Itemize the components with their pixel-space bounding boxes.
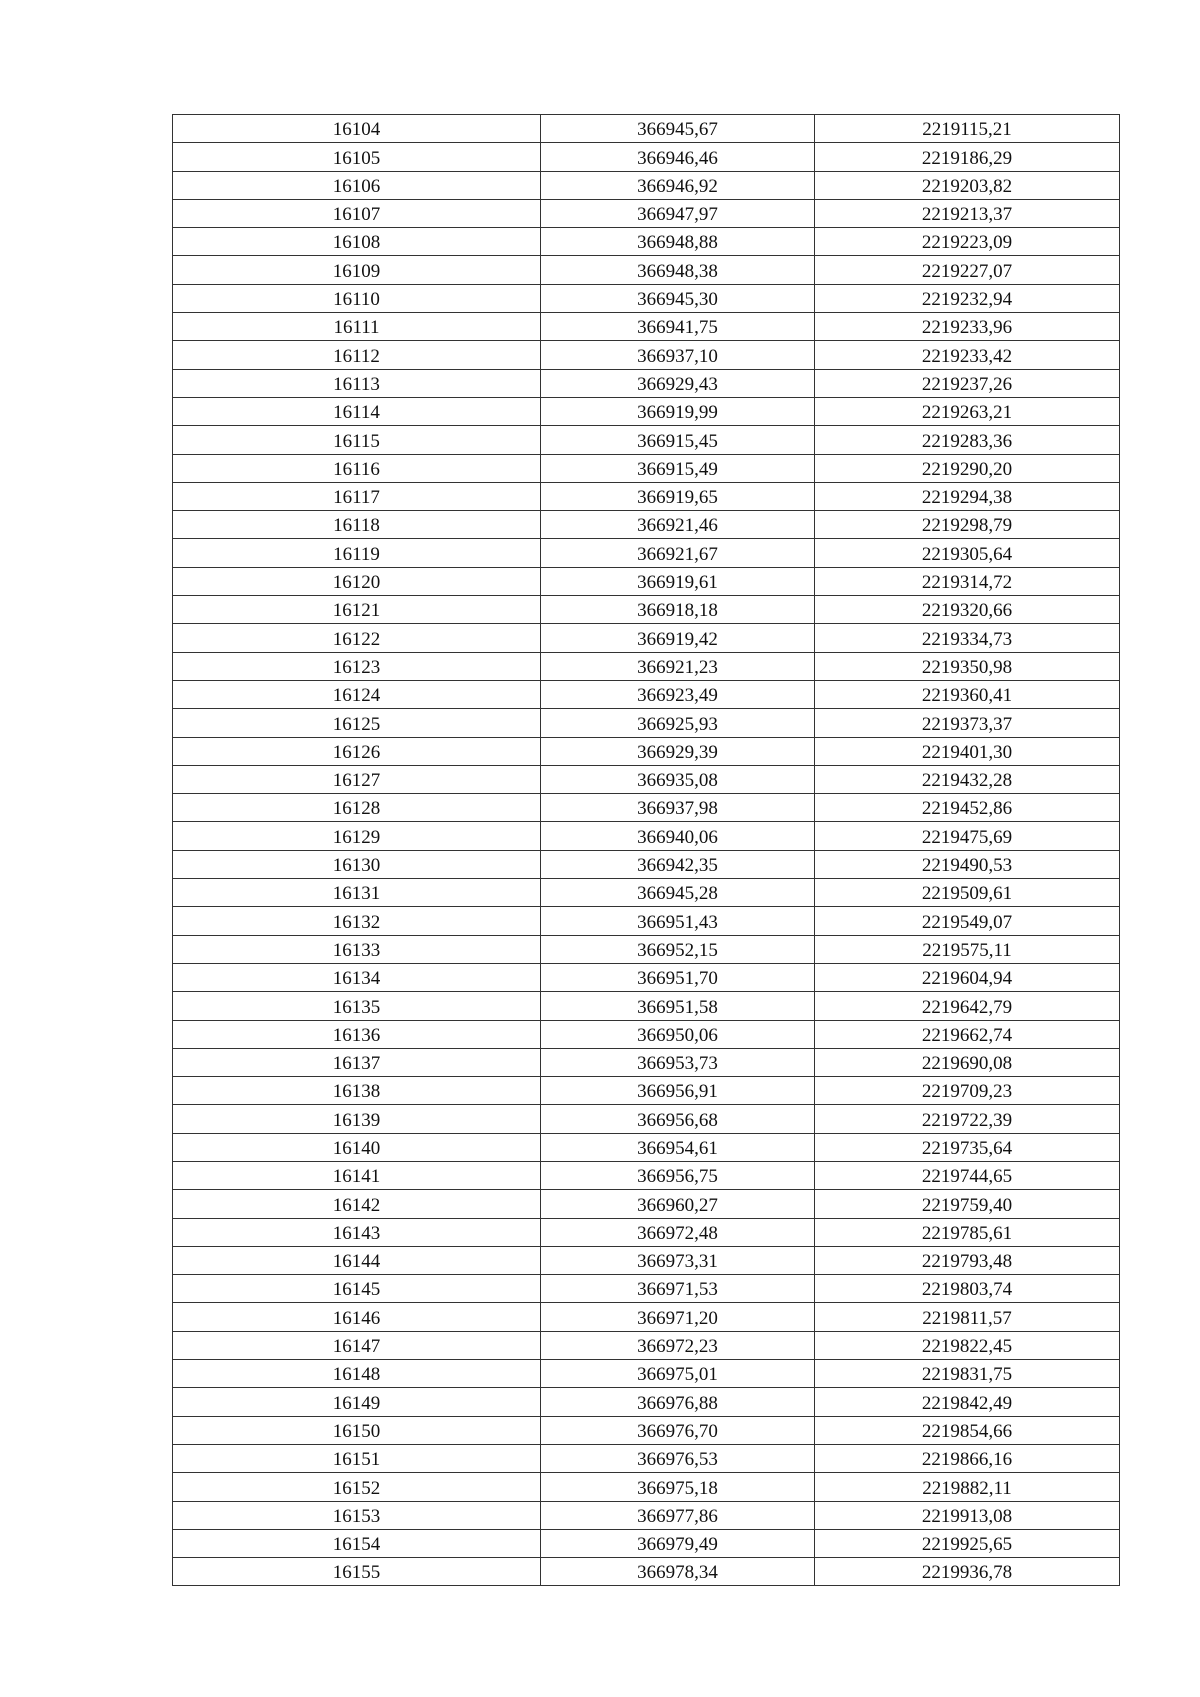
table-row — [173, 1020, 1120, 1048]
point-number-cell: 16107 — [173, 199, 541, 227]
table-row — [173, 1331, 1120, 1359]
x-coordinate-cell: 366935,08 — [541, 765, 815, 793]
point-number-cell: 16115 — [173, 426, 541, 454]
y-coordinate-cell: 2219232,94 — [815, 284, 1120, 312]
x-coordinate-cell: 366971,20 — [541, 1303, 815, 1331]
point-number-cell: 16129 — [173, 822, 541, 850]
y-coordinate-cell: 2219475,69 — [815, 822, 1120, 850]
y-coordinate-cell: 2219854,66 — [815, 1416, 1120, 1444]
point-number-cell: 16133 — [173, 935, 541, 963]
x-coordinate-cell: 366971,53 — [541, 1275, 815, 1303]
y-coordinate-cell: 2219793,48 — [815, 1246, 1120, 1274]
table-row — [173, 935, 1120, 963]
point-number-cell: 16138 — [173, 1077, 541, 1105]
table-row — [173, 963, 1120, 991]
y-coordinate-cell: 2219290,20 — [815, 454, 1120, 482]
y-coordinate-cell: 2219373,37 — [815, 709, 1120, 737]
y-coordinate-cell: 2219283,36 — [815, 426, 1120, 454]
point-number-cell: 16150 — [173, 1416, 541, 1444]
table-row — [173, 143, 1120, 171]
y-coordinate-cell: 2219785,61 — [815, 1218, 1120, 1246]
y-coordinate-cell: 2219186,29 — [815, 143, 1120, 171]
table-row — [173, 1360, 1120, 1388]
point-number-cell: 16111 — [173, 313, 541, 341]
table-row — [173, 624, 1120, 652]
y-coordinate-cell: 2219866,16 — [815, 1444, 1120, 1472]
x-coordinate-cell: 366950,06 — [541, 1020, 815, 1048]
table-row — [173, 539, 1120, 567]
y-coordinate-cell: 2219709,23 — [815, 1077, 1120, 1105]
y-coordinate-cell: 2219936,78 — [815, 1558, 1120, 1586]
x-coordinate-cell: 366921,23 — [541, 652, 815, 680]
x-coordinate-cell: 366952,15 — [541, 935, 815, 963]
x-coordinate-cell: 366979,49 — [541, 1529, 815, 1557]
y-coordinate-cell: 2219115,21 — [815, 115, 1120, 143]
table-row — [173, 1303, 1120, 1331]
y-coordinate-cell: 2219882,11 — [815, 1473, 1120, 1501]
point-number-cell: 16125 — [173, 709, 541, 737]
point-number-cell: 16126 — [173, 737, 541, 765]
x-coordinate-cell: 366929,39 — [541, 737, 815, 765]
table-row — [173, 680, 1120, 708]
x-coordinate-cell: 366956,68 — [541, 1105, 815, 1133]
x-coordinate-cell: 366946,46 — [541, 143, 815, 171]
y-coordinate-cell: 2219334,73 — [815, 624, 1120, 652]
y-coordinate-cell: 2219314,72 — [815, 567, 1120, 595]
x-coordinate-cell: 366976,88 — [541, 1388, 815, 1416]
point-number-cell: 16148 — [173, 1360, 541, 1388]
x-coordinate-cell: 366975,18 — [541, 1473, 815, 1501]
point-number-cell: 16135 — [173, 992, 541, 1020]
point-number-cell: 16123 — [173, 652, 541, 680]
y-coordinate-cell: 2219925,65 — [815, 1529, 1120, 1557]
point-number-cell: 16130 — [173, 850, 541, 878]
x-coordinate-cell: 366945,67 — [541, 115, 815, 143]
x-coordinate-cell: 366956,75 — [541, 1161, 815, 1189]
x-coordinate-cell: 366915,49 — [541, 454, 815, 482]
x-coordinate-cell: 366945,30 — [541, 284, 815, 312]
x-coordinate-cell: 366976,70 — [541, 1416, 815, 1444]
x-coordinate-cell: 366954,61 — [541, 1133, 815, 1161]
table-row — [173, 709, 1120, 737]
y-coordinate-cell: 2219735,64 — [815, 1133, 1120, 1161]
point-number-cell: 16121 — [173, 596, 541, 624]
y-coordinate-cell: 2219509,61 — [815, 879, 1120, 907]
table-row — [173, 1190, 1120, 1218]
table-row — [173, 228, 1120, 256]
point-number-cell: 16109 — [173, 256, 541, 284]
y-coordinate-cell: 2219913,08 — [815, 1501, 1120, 1529]
point-number-cell: 16106 — [173, 171, 541, 199]
y-coordinate-cell: 2219320,66 — [815, 596, 1120, 624]
y-coordinate-cell: 2219842,49 — [815, 1388, 1120, 1416]
x-coordinate-cell: 366975,01 — [541, 1360, 815, 1388]
table-row — [173, 850, 1120, 878]
table-row — [173, 1133, 1120, 1161]
x-coordinate-cell: 366956,91 — [541, 1077, 815, 1105]
x-coordinate-cell: 366941,75 — [541, 313, 815, 341]
y-coordinate-cell: 2219490,53 — [815, 850, 1120, 878]
table-row — [173, 341, 1120, 369]
point-number-cell: 16124 — [173, 680, 541, 708]
x-coordinate-cell: 366919,65 — [541, 482, 815, 510]
y-coordinate-cell: 2219744,65 — [815, 1161, 1120, 1189]
table-row — [173, 907, 1120, 935]
x-coordinate-cell: 366915,45 — [541, 426, 815, 454]
coordinates-table — [172, 114, 1120, 1586]
x-coordinate-cell: 366953,73 — [541, 1048, 815, 1076]
y-coordinate-cell: 2219294,38 — [815, 482, 1120, 510]
point-number-cell: 16141 — [173, 1161, 541, 1189]
table-row — [173, 171, 1120, 199]
point-number-cell: 16131 — [173, 879, 541, 907]
table-row — [173, 992, 1120, 1020]
point-number-cell: 16105 — [173, 143, 541, 171]
table-row — [173, 369, 1120, 397]
point-number-cell: 16117 — [173, 482, 541, 510]
table-row — [173, 511, 1120, 539]
table-row — [173, 199, 1120, 227]
point-number-cell: 16113 — [173, 369, 541, 397]
x-coordinate-cell: 366972,48 — [541, 1218, 815, 1246]
y-coordinate-cell: 2219822,45 — [815, 1331, 1120, 1359]
point-number-cell: 16120 — [173, 567, 541, 595]
table-row — [173, 1473, 1120, 1501]
y-coordinate-cell: 2219722,39 — [815, 1105, 1120, 1133]
y-coordinate-cell: 2219759,40 — [815, 1190, 1120, 1218]
x-coordinate-cell: 366960,27 — [541, 1190, 815, 1218]
table-row — [173, 652, 1120, 680]
y-coordinate-cell: 2219305,64 — [815, 539, 1120, 567]
table-row — [173, 482, 1120, 510]
point-number-cell: 16122 — [173, 624, 541, 652]
x-coordinate-cell: 366947,97 — [541, 199, 815, 227]
x-coordinate-cell: 366919,99 — [541, 397, 815, 425]
point-number-cell: 16118 — [173, 511, 541, 539]
point-number-cell: 16143 — [173, 1218, 541, 1246]
table-row — [173, 1077, 1120, 1105]
point-number-cell: 16119 — [173, 539, 541, 567]
y-coordinate-cell: 2219233,96 — [815, 313, 1120, 341]
x-coordinate-cell: 366929,43 — [541, 369, 815, 397]
table-row — [173, 426, 1120, 454]
point-number-cell: 16128 — [173, 794, 541, 822]
y-coordinate-cell: 2219432,28 — [815, 765, 1120, 793]
table-row — [173, 1501, 1120, 1529]
table-row — [173, 1558, 1120, 1586]
point-number-cell: 16140 — [173, 1133, 541, 1161]
y-coordinate-cell: 2219223,09 — [815, 228, 1120, 256]
y-coordinate-cell: 2219642,79 — [815, 992, 1120, 1020]
y-coordinate-cell: 2219233,42 — [815, 341, 1120, 369]
table-row — [173, 115, 1120, 143]
point-number-cell: 16104 — [173, 115, 541, 143]
y-coordinate-cell: 2219360,41 — [815, 680, 1120, 708]
table-row — [173, 454, 1120, 482]
y-coordinate-cell: 2219263,21 — [815, 397, 1120, 425]
x-coordinate-cell: 366951,70 — [541, 963, 815, 991]
point-number-cell: 16154 — [173, 1529, 541, 1557]
table-row — [173, 256, 1120, 284]
table-row — [173, 1161, 1120, 1189]
x-coordinate-cell: 366946,92 — [541, 171, 815, 199]
y-coordinate-cell: 2219549,07 — [815, 907, 1120, 935]
table-row — [173, 596, 1120, 624]
table-row — [173, 397, 1120, 425]
x-coordinate-cell: 366940,06 — [541, 822, 815, 850]
table-row — [173, 1105, 1120, 1133]
y-coordinate-cell: 2219604,94 — [815, 963, 1120, 991]
y-coordinate-cell: 2219452,86 — [815, 794, 1120, 822]
point-number-cell: 16136 — [173, 1020, 541, 1048]
table-row — [173, 284, 1120, 312]
x-coordinate-cell: 366921,46 — [541, 511, 815, 539]
x-coordinate-cell: 366977,86 — [541, 1501, 815, 1529]
table-row — [173, 822, 1120, 850]
point-number-cell: 16151 — [173, 1444, 541, 1472]
y-coordinate-cell: 2219662,74 — [815, 1020, 1120, 1048]
y-coordinate-cell: 2219227,07 — [815, 256, 1120, 284]
table-row — [173, 737, 1120, 765]
x-coordinate-cell: 366945,28 — [541, 879, 815, 907]
point-number-cell: 16137 — [173, 1048, 541, 1076]
x-coordinate-cell: 366942,35 — [541, 850, 815, 878]
x-coordinate-cell: 366923,49 — [541, 680, 815, 708]
table-row — [173, 313, 1120, 341]
x-coordinate-cell: 366948,38 — [541, 256, 815, 284]
table-row — [173, 1444, 1120, 1472]
x-coordinate-cell: 366937,10 — [541, 341, 815, 369]
point-number-cell: 16152 — [173, 1473, 541, 1501]
x-coordinate-cell: 366951,58 — [541, 992, 815, 1020]
point-number-cell: 16146 — [173, 1303, 541, 1331]
point-number-cell: 16110 — [173, 284, 541, 312]
x-coordinate-cell: 366921,67 — [541, 539, 815, 567]
table-row — [173, 1048, 1120, 1076]
table-row — [173, 1529, 1120, 1557]
point-number-cell: 16112 — [173, 341, 541, 369]
coordinates-table-body — [173, 115, 1120, 1586]
y-coordinate-cell: 2219811,57 — [815, 1303, 1120, 1331]
point-number-cell: 16147 — [173, 1331, 541, 1359]
y-coordinate-cell: 2219690,08 — [815, 1048, 1120, 1076]
y-coordinate-cell: 2219203,82 — [815, 171, 1120, 199]
y-coordinate-cell: 2219237,26 — [815, 369, 1120, 397]
point-number-cell: 16108 — [173, 228, 541, 256]
table-row — [173, 765, 1120, 793]
table-row — [173, 567, 1120, 595]
point-number-cell: 16155 — [173, 1558, 541, 1586]
y-coordinate-cell: 2219350,98 — [815, 652, 1120, 680]
table-row — [173, 794, 1120, 822]
y-coordinate-cell: 2219575,11 — [815, 935, 1120, 963]
x-coordinate-cell: 366919,61 — [541, 567, 815, 595]
y-coordinate-cell: 2219831,75 — [815, 1360, 1120, 1388]
x-coordinate-cell: 366937,98 — [541, 794, 815, 822]
point-number-cell: 16149 — [173, 1388, 541, 1416]
x-coordinate-cell: 366978,34 — [541, 1558, 815, 1586]
x-coordinate-cell: 366918,18 — [541, 596, 815, 624]
y-coordinate-cell: 2219401,30 — [815, 737, 1120, 765]
y-coordinate-cell: 2219803,74 — [815, 1275, 1120, 1303]
y-coordinate-cell: 2219298,79 — [815, 511, 1120, 539]
x-coordinate-cell: 366951,43 — [541, 907, 815, 935]
x-coordinate-cell: 366972,23 — [541, 1331, 815, 1359]
table-row — [173, 1275, 1120, 1303]
point-number-cell: 16139 — [173, 1105, 541, 1133]
table-row — [173, 1416, 1120, 1444]
point-number-cell: 16116 — [173, 454, 541, 482]
x-coordinate-cell: 366925,93 — [541, 709, 815, 737]
point-number-cell: 16153 — [173, 1501, 541, 1529]
point-number-cell: 16127 — [173, 765, 541, 793]
point-number-cell: 16132 — [173, 907, 541, 935]
point-number-cell: 16134 — [173, 963, 541, 991]
x-coordinate-cell: 366973,31 — [541, 1246, 815, 1274]
table-row — [173, 1218, 1120, 1246]
point-number-cell: 16145 — [173, 1275, 541, 1303]
x-coordinate-cell: 366976,53 — [541, 1444, 815, 1472]
y-coordinate-cell: 2219213,37 — [815, 199, 1120, 227]
table-row — [173, 1388, 1120, 1416]
table-row — [173, 1246, 1120, 1274]
point-number-cell: 16144 — [173, 1246, 541, 1274]
table-row — [173, 879, 1120, 907]
x-coordinate-cell: 366919,42 — [541, 624, 815, 652]
x-coordinate-cell: 366948,88 — [541, 228, 815, 256]
point-number-cell: 16142 — [173, 1190, 541, 1218]
point-number-cell: 16114 — [173, 397, 541, 425]
